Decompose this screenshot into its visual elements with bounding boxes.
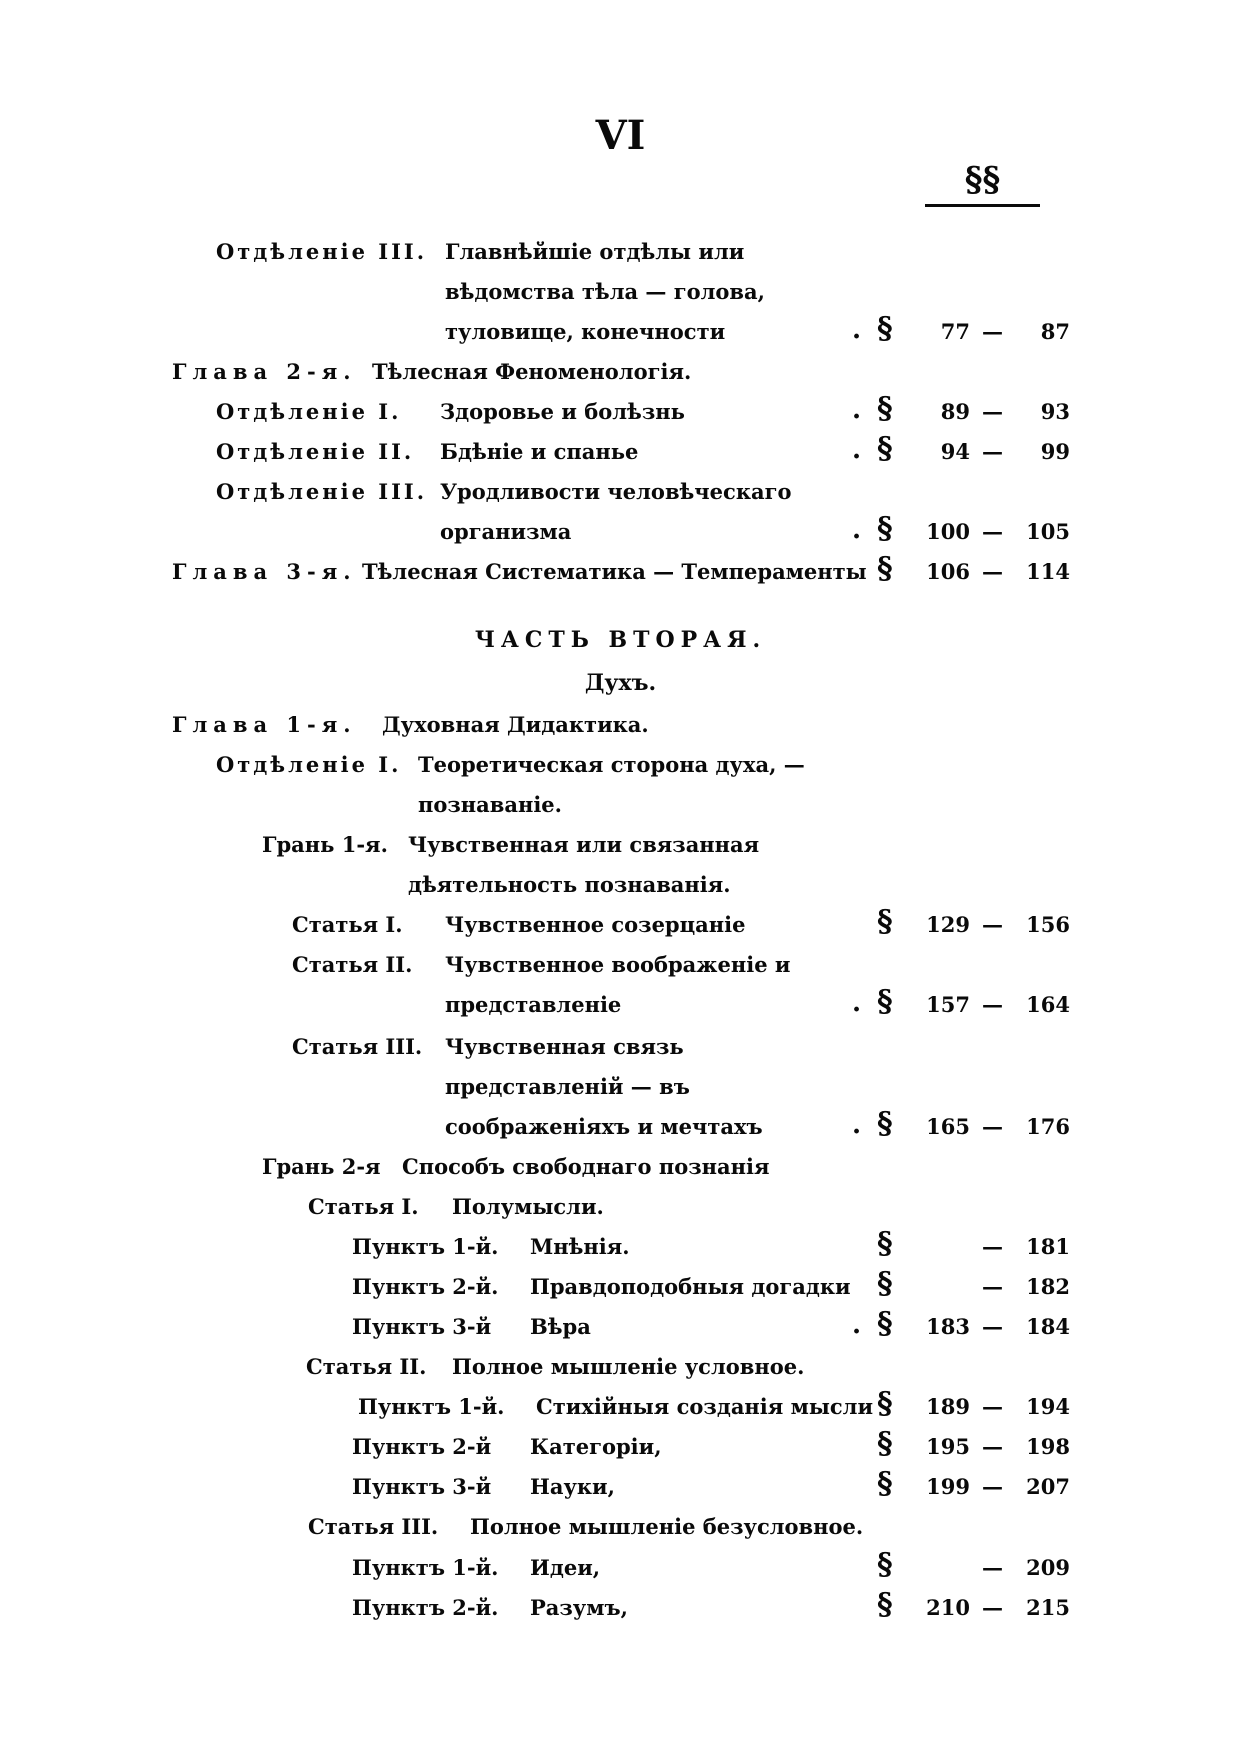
entry-title: Стихiйныя созданiя мысли (536, 1394, 874, 1419)
entry-label: Глава 3-я. (172, 559, 357, 584)
entry-title: Разумъ, (530, 1595, 628, 1620)
section-to: 99 (1040, 439, 1070, 464)
range-dash: — (982, 1474, 1003, 1499)
toc-entry (0, 1187, 1241, 1227)
section-to: 105 (1026, 519, 1070, 544)
entry-label: Отдѣленiе III. (216, 239, 428, 264)
section-from: 94 (940, 439, 970, 464)
toc-entry (0, 432, 1241, 472)
entry-label: Статья III. (308, 1514, 439, 1539)
section-sign: § (877, 1587, 893, 1622)
entry-label: Статья II. (306, 1354, 427, 1379)
section-sign: § (877, 1547, 893, 1582)
section-to: 182 (1026, 1274, 1070, 1299)
entry-label: Статья I. (292, 912, 403, 937)
entry-label: Грань 1-я. (262, 832, 388, 857)
entry-title: Категорiи, (530, 1434, 662, 1459)
toc-entry (0, 705, 1241, 745)
entry-title: Вѣра (530, 1314, 591, 1339)
part-heading: ЧАСТЬ ВТОРАЯ. (474, 627, 767, 653)
section-sign: § (877, 1226, 893, 1261)
toc-entry (0, 1147, 1241, 1187)
toc-entry (0, 1227, 1241, 1267)
range-dash: — (982, 1314, 1003, 1339)
range-dash: — (982, 1114, 1003, 1139)
toc-entry (0, 1267, 1241, 1307)
range-dash: — (982, 1274, 1003, 1299)
section-from: 195 (926, 1434, 970, 1459)
entry-title: Духовная Дидактика. (382, 712, 649, 737)
entry-label: Пунктъ 3-й (352, 1314, 492, 1339)
entry-label: Статья III. (292, 1034, 423, 1059)
toc-entry-refs (0, 512, 1241, 552)
leader-dot: . (852, 435, 862, 465)
toc-entry (0, 1387, 1241, 1427)
toc-entry (0, 1427, 1241, 1467)
entry-title: Правдоподобныя догадки (530, 1274, 851, 1299)
range-dash: — (982, 319, 1003, 344)
toc-entry (0, 1307, 1241, 1347)
entry-title: Чувственная или связанная дѣятельность познаванiя. (408, 832, 760, 897)
entry-label: Пунктъ 2-й (352, 1434, 492, 1459)
range-dash: — (982, 1595, 1003, 1620)
section-from: 157 (926, 992, 970, 1017)
entry-title: Полное мышленiе безусловное. (470, 1514, 864, 1539)
section-sign: § (877, 1306, 893, 1341)
entry-label: Глава 1-я. (172, 712, 357, 737)
toc-entry-refs (0, 985, 1241, 1025)
section-column-header: §§ (925, 160, 1040, 207)
range-dash: — (982, 1434, 1003, 1459)
entry-title: Главнѣйшiе отдѣлы или вѣдомства тѣла — голова, туловище, конечности (445, 239, 765, 344)
entry-label: Пунктъ 2-й. (352, 1595, 499, 1620)
entry-label: Пунктъ 1-й. (358, 1394, 505, 1419)
entry-label: Статья II. (292, 952, 413, 977)
range-dash: — (982, 519, 1003, 544)
entry-title: Идеи, (530, 1555, 601, 1580)
entry-title: Способъ свободнаго познанiя (402, 1154, 770, 1179)
section-from: 210 (926, 1595, 970, 1620)
toc-entry (0, 552, 1241, 592)
section-from: 183 (926, 1314, 970, 1339)
entry-label: Статья I. (308, 1194, 419, 1219)
toc-entry-refs (0, 312, 1241, 352)
section-sign: § (877, 1426, 893, 1461)
leader-dot: . (852, 395, 862, 425)
range-dash: — (982, 399, 1003, 424)
section-to: 176 (1026, 1114, 1070, 1139)
entry-title: Тѣлесная Систематика — Темпераменты (362, 559, 867, 584)
section-sign: § (877, 984, 893, 1019)
section-sign: § (877, 391, 893, 426)
section-sign: § (877, 904, 893, 939)
entry-title: Чувственное воображенiе и представленiе (445, 952, 791, 1017)
section-to: 93 (1040, 399, 1070, 424)
entry-title: Тѣлесная Феноменологiя. (372, 359, 692, 384)
toc-entry (0, 745, 1241, 817)
entry-label: Отдѣленiе III. (216, 479, 428, 504)
leader-dot: . (852, 315, 862, 345)
section-to: 181 (1026, 1234, 1070, 1259)
toc-entry (0, 1467, 1241, 1507)
entry-label: Отдѣленiе I. (216, 399, 402, 424)
toc-entry (0, 1347, 1241, 1387)
entry-label: Пунктъ 2-й. (352, 1274, 499, 1299)
toc-entry (0, 1588, 1241, 1628)
section-sign: § (877, 551, 893, 586)
section-sign: § (877, 431, 893, 466)
entry-label: Пунктъ 3-й (352, 1474, 492, 1499)
range-dash: — (982, 912, 1003, 937)
toc-entry (0, 392, 1241, 432)
section-from: 189 (926, 1394, 970, 1419)
range-dash: — (982, 559, 1003, 584)
entry-label: Отдѣленiе II. (216, 439, 415, 464)
section-to: 156 (1026, 912, 1070, 937)
entry-title: Полное мышленiе условное. (452, 1354, 805, 1379)
entry-title: Чувственное созерцанiе (445, 912, 746, 937)
section-from: 77 (940, 319, 970, 344)
entry-title: Науки, (530, 1474, 615, 1499)
section-sign: § (877, 1466, 893, 1501)
section-to: 209 (1026, 1555, 1070, 1580)
range-dash: — (982, 1234, 1003, 1259)
entry-title: Мнѣнiя. (530, 1234, 630, 1259)
entry-title: Полумысли. (452, 1194, 604, 1219)
toc-entry-refs (0, 1107, 1241, 1147)
entry-title: Чувственная связь представленiй — въ соображенiяхъ и мечтахъ (445, 1034, 763, 1139)
entry-label: Грань 2-я (262, 1154, 381, 1179)
leader-dot: . (852, 515, 862, 545)
section-to: 207 (1026, 1474, 1070, 1499)
range-dash: — (982, 1555, 1003, 1580)
toc-entry (0, 1507, 1241, 1547)
section-to: 215 (1026, 1595, 1070, 1620)
section-sign: § (877, 311, 893, 346)
range-dash: — (982, 1394, 1003, 1419)
section-from: 100 (926, 519, 970, 544)
toc-entry (0, 825, 1241, 897)
section-to: 164 (1026, 992, 1070, 1017)
entry-title: Теоретическая сторона духа, — познаванiе. (418, 752, 805, 817)
toc-entry (0, 905, 1241, 945)
entry-title: Здоровье и болѣзнь (440, 399, 685, 424)
entry-label: Отдѣленiе I. (216, 752, 402, 777)
leader-dot: . (852, 1110, 862, 1140)
section-to: 184 (1026, 1314, 1070, 1339)
section-to: 194 (1026, 1394, 1070, 1419)
section-from: 89 (940, 399, 970, 424)
section-sign: § (877, 1266, 893, 1301)
page-number: VI (595, 112, 646, 159)
section-to: 198 (1026, 1434, 1070, 1459)
entry-title: Бдѣнiе и спанье (440, 439, 639, 464)
toc-entry (0, 352, 1241, 392)
entry-label: Пунктъ 1-й. (352, 1234, 499, 1259)
leader-dot: . (852, 1310, 862, 1340)
entry-title: Уродливости человѣческаго организма (440, 479, 792, 544)
entry-label: Глава 2-я. (172, 359, 357, 384)
range-dash: — (982, 992, 1003, 1017)
section-from: 129 (926, 912, 970, 937)
entry-label: Пунктъ 1-й. (352, 1555, 499, 1580)
part-subheading: Духъ. (584, 670, 657, 696)
section-sign: § (877, 1106, 893, 1141)
section-to: 114 (1026, 559, 1070, 584)
section-from: 106 (926, 559, 970, 584)
toc-entry (0, 1548, 1241, 1588)
section-from: 199 (926, 1474, 970, 1499)
section-from: 165 (926, 1114, 970, 1139)
section-sign: § (877, 1386, 893, 1421)
section-sign: § (877, 511, 893, 546)
range-dash: — (982, 439, 1003, 464)
leader-dot: . (852, 988, 862, 1018)
section-to: 87 (1040, 319, 1070, 344)
